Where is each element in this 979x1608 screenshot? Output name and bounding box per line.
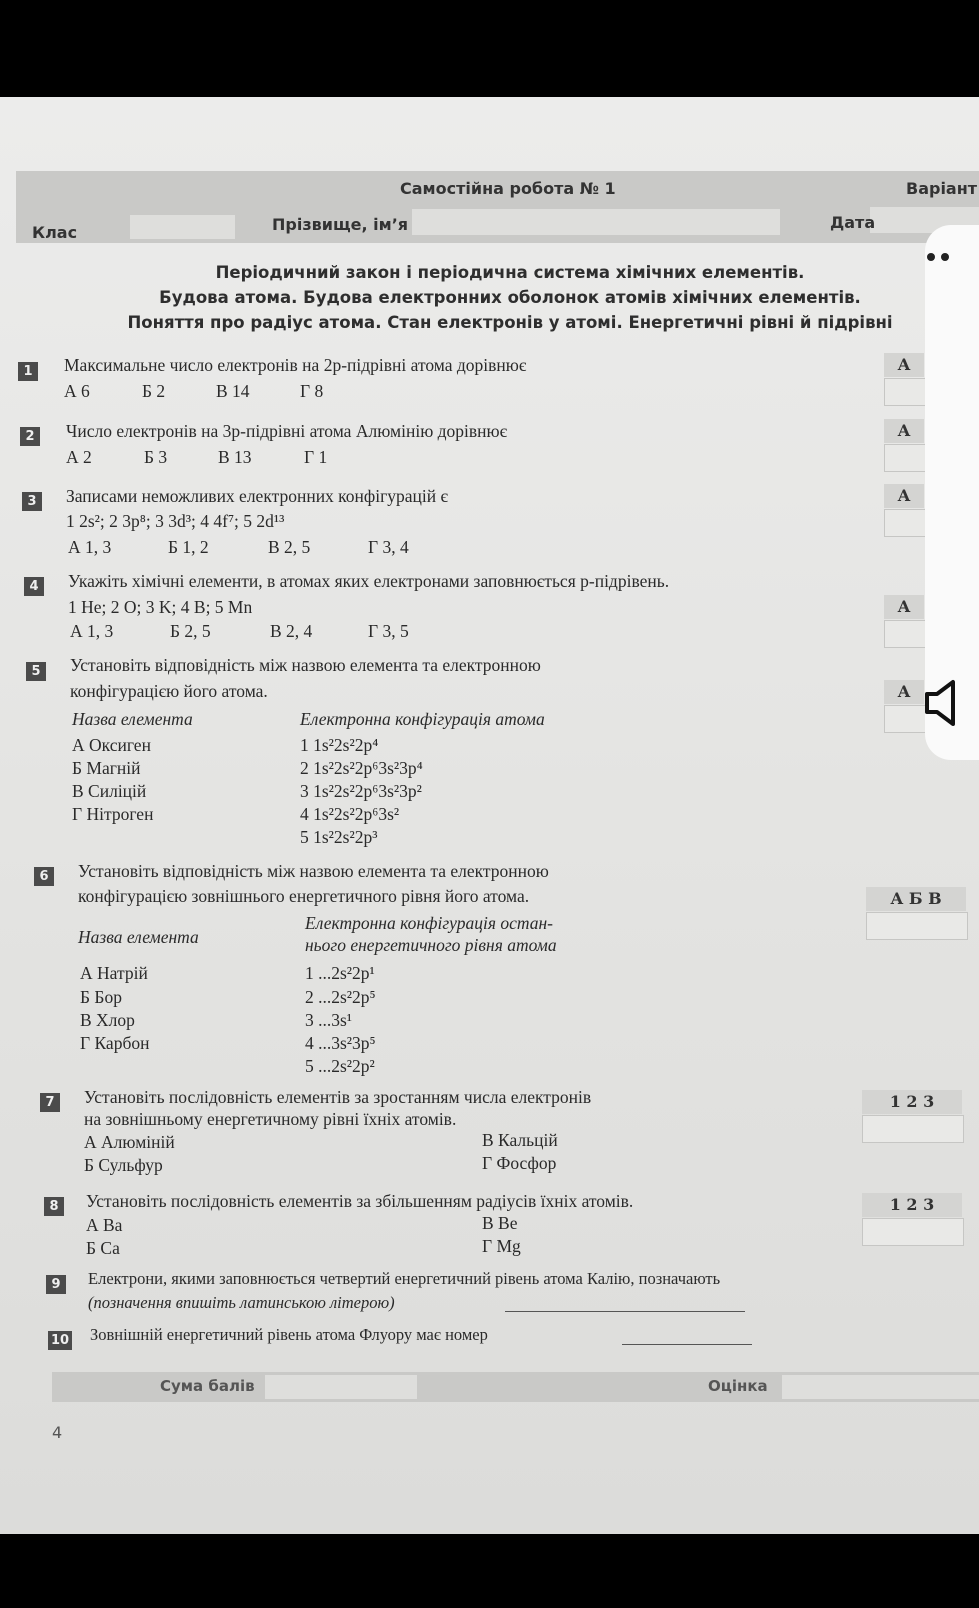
q5-column-element-name: Назва елемента bbox=[72, 709, 193, 729]
grade-label: Оцінка bbox=[708, 1377, 768, 1395]
question-number-8: 8 bbox=[44, 1197, 64, 1216]
sum-field[interactable] bbox=[265, 1375, 417, 1399]
q8-answer-header: 1 2 3 bbox=[862, 1193, 962, 1217]
topic-line-1: Періодичний закон і періодична система хімічних елементів. bbox=[215, 263, 805, 282]
q3-option-d: Г 3, 4 bbox=[368, 537, 409, 557]
question-number-9: 9 bbox=[46, 1275, 66, 1294]
q4-elements: 1 He; 2 O; 3 K; 4 B; 5 Mn bbox=[68, 597, 253, 617]
q2-option-c: В 13 bbox=[218, 447, 252, 467]
q7-answer-box[interactable] bbox=[862, 1115, 964, 1143]
worksheet-title: Самостійна робота № 1 bbox=[400, 179, 616, 198]
q4-answer-box[interactable] bbox=[884, 620, 926, 648]
q1-answer-header: А bbox=[884, 353, 924, 377]
q5-element-c: В Силіцій bbox=[72, 781, 147, 801]
q3-answer-box[interactable] bbox=[884, 509, 926, 537]
q6-config-5: 5 ...2s²2p² bbox=[305, 1056, 375, 1076]
q4-option-a: А 1, 3 bbox=[70, 621, 114, 641]
q5-config-2: 2 1s²2s²2p⁶3s²3p⁴ bbox=[300, 758, 423, 778]
q8-element-b: Б Ca bbox=[86, 1238, 120, 1258]
q5-config-3: 3 1s²2s²2p⁶3s²3p² bbox=[300, 781, 422, 801]
q6-config-4: 4 ...3s²3p⁵ bbox=[305, 1033, 376, 1053]
q6-answer-box[interactable] bbox=[866, 912, 968, 940]
q6-column-configuration-line-1: Електронна конфігурація остан- bbox=[305, 913, 553, 933]
q3-option-b: Б 1, 2 bbox=[168, 537, 209, 557]
q3-configurations: 1 2s²; 2 3p⁸; 3 3d³; 4 4f⁷; 5 2d¹³ bbox=[66, 511, 285, 531]
q4-option-d: Г 3, 5 bbox=[368, 621, 409, 641]
page-number: 4 bbox=[52, 1423, 63, 1442]
q7-element-a: А Алюміній bbox=[84, 1132, 175, 1152]
question-2-text: Число електронів на 3p-підрівні атома Алюмінію дорівнює bbox=[66, 421, 508, 441]
name-field[interactable] bbox=[412, 209, 780, 235]
q8-element-c: В Be bbox=[482, 1213, 518, 1233]
q1-option-c: В 14 bbox=[216, 381, 250, 401]
question-4-text: Укажіть хімічні елементи, в атомах яких електронами заповнюється p-підрівень. bbox=[68, 571, 670, 591]
question-3-text: Записами неможливих електронних конфігурацій є bbox=[66, 486, 449, 506]
q5-config-5: 5 1s²2s²2p³ bbox=[300, 827, 378, 847]
question-10-text: Зовнішній енергетичний рівень атома Флуору має номер bbox=[90, 1325, 488, 1344]
topic-line-2: Будова атома. Будова електронних оболонок атомів хімічних елементів. bbox=[159, 288, 861, 307]
question-6-text-line-2: конфігурацією зовнішнього енергетичного рівня його атома. bbox=[78, 886, 530, 906]
q5-element-d: Г Нітроген bbox=[72, 804, 154, 824]
question-number-10: 10 bbox=[48, 1331, 72, 1350]
q7-answer-header: 1 2 3 bbox=[862, 1090, 962, 1114]
q6-config-2: 2 ...2s²2p⁵ bbox=[305, 987, 376, 1007]
q8-element-d: Г Mg bbox=[482, 1236, 521, 1256]
q3-answer-header: А bbox=[884, 484, 924, 508]
question-number-4: 4 bbox=[24, 577, 44, 596]
question-7-text-line-2: на зовнішньому енергетичному рівні їхніх атомів. bbox=[84, 1109, 457, 1129]
q2-option-d: Г 1 bbox=[304, 447, 328, 467]
sum-label: Сума балів bbox=[160, 1377, 255, 1395]
q2-answer-box[interactable] bbox=[884, 444, 926, 472]
q8-answer-box[interactable] bbox=[862, 1218, 964, 1246]
q6-config-3: 3 ...3s¹ bbox=[305, 1010, 353, 1030]
floating-side-panel[interactable] bbox=[925, 225, 979, 760]
q1-option-b: Б 2 bbox=[142, 381, 166, 401]
question-5-text-line-1: Установіть відповідність між назвою елемента та електронною bbox=[70, 655, 541, 675]
variant-label: Варіант bbox=[906, 179, 978, 198]
question-7-text-line-1: Установіть послідовність елементів за зростанням числа електронів bbox=[84, 1087, 592, 1107]
q5-config-4: 4 1s²2s²2p⁶3s² bbox=[300, 804, 400, 824]
question-9-text-line-1: Електрони, якими заповнюється четвертий енергетичний рівень атома Калію, позначають bbox=[88, 1269, 721, 1288]
q4-option-c: В 2, 4 bbox=[270, 621, 313, 641]
q6-answer-header: А Б В bbox=[866, 887, 966, 911]
q10-answer-line[interactable] bbox=[622, 1344, 752, 1345]
q6-element-c: В Хлор bbox=[80, 1010, 135, 1030]
question-6-text-line-1: Установіть відповідність між назвою елемента та електронною bbox=[78, 861, 549, 881]
q9-answer-line[interactable] bbox=[505, 1311, 745, 1312]
question-9-text-line-2: (позначення впишіть латинською літерою) bbox=[88, 1293, 395, 1312]
date-label: Дата bbox=[830, 213, 876, 232]
q5-answer-box[interactable] bbox=[884, 705, 926, 733]
q6-column-configuration-line-2: нього енергетичного рівня атома bbox=[305, 935, 557, 955]
q5-element-a: А Оксиген bbox=[72, 735, 151, 755]
q6-element-b: Б Бор bbox=[80, 987, 122, 1007]
q4-option-b: Б 2, 5 bbox=[170, 621, 211, 641]
q4-answer-header: А bbox=[884, 595, 924, 619]
q6-config-1: 1 ...2s²2p¹ bbox=[305, 963, 375, 983]
grade-field[interactable] bbox=[782, 1375, 979, 1399]
name-label: Прізвище, ім’я bbox=[272, 215, 409, 234]
q5-config-1: 1 1s²2s²2p⁴ bbox=[300, 735, 379, 755]
q2-answer-header: А bbox=[884, 419, 924, 443]
q2-option-b: Б 3 bbox=[144, 447, 168, 467]
question-number-7: 7 bbox=[40, 1093, 60, 1112]
question-5-text-line-2: конфігурацією його атома. bbox=[70, 681, 268, 701]
q2-option-a: А 2 bbox=[66, 447, 92, 467]
question-number-2: 2 bbox=[20, 427, 40, 446]
question-number-3: 3 bbox=[22, 492, 42, 511]
q6-column-element-name: Назва елемента bbox=[78, 927, 199, 947]
class-field[interactable] bbox=[130, 215, 235, 239]
q5-answer-header: А bbox=[884, 680, 924, 704]
more-dots-icon[interactable] bbox=[925, 247, 965, 267]
q6-element-d: Г Карбон bbox=[80, 1033, 150, 1053]
q3-option-c: В 2, 5 bbox=[268, 537, 311, 557]
q3-option-a: А 1, 3 bbox=[68, 537, 112, 557]
question-8-text: Установіть послідовність елементів за збільшенням радіусів їхніх атомів. bbox=[86, 1191, 634, 1211]
volume-icon[interactable] bbox=[925, 678, 965, 728]
q1-option-a: А 6 bbox=[64, 381, 90, 401]
class-label: Клас bbox=[32, 223, 78, 242]
q5-element-b: Б Магній bbox=[72, 758, 141, 778]
q8-element-a: А Ba bbox=[86, 1215, 123, 1235]
q7-element-d: Г Фосфор bbox=[482, 1153, 557, 1173]
q1-answer-box[interactable] bbox=[884, 378, 926, 406]
question-number-6: 6 bbox=[34, 867, 54, 886]
q7-element-b: Б Сульфур bbox=[84, 1155, 163, 1175]
question-number-1: 1 bbox=[18, 362, 38, 381]
worksheet-page bbox=[0, 97, 979, 1534]
q5-column-configuration: Електронна конфігурація атома bbox=[300, 709, 545, 729]
q7-element-c: В Кальцій bbox=[482, 1130, 558, 1150]
q1-option-d: Г 8 bbox=[300, 381, 324, 401]
topic-line-3: Поняття про радіус атома. Стан електронів у атомі. Енергетичні рівні й підрівні bbox=[127, 313, 893, 332]
question-number-5: 5 bbox=[26, 662, 46, 681]
q6-element-a: А Натрій bbox=[80, 963, 148, 983]
question-1-text: Максимальне число електронів на 2p-підрівні атома дорівнює bbox=[64, 355, 527, 375]
